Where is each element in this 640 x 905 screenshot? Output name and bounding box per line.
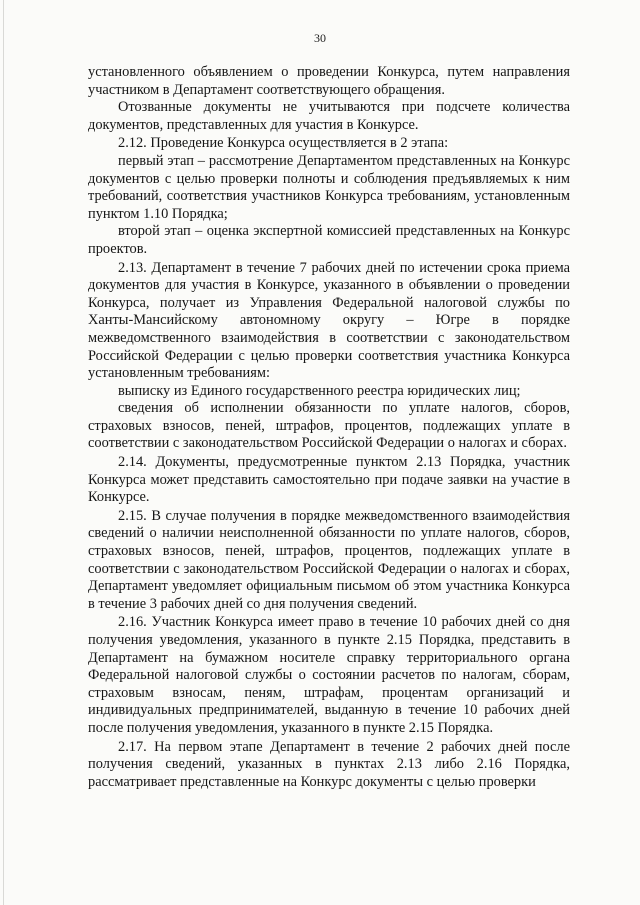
paragraph-first-stage: первый этап – рассмотрение Департаментом представленных на Конкурс документов с целью проверки полноты и соблюдения предъявляемых к ним требований, соответствия участников Конкурса требованиям, установленным пунктом 1.10 Порядка; — [88, 152, 570, 222]
paragraph-registry-extract: выписку из Единого государственного реестра юридических лиц; — [118, 382, 521, 399]
page-number: 30 — [314, 31, 326, 45]
paragraph-2-14: 2.14. Документы, предусмотренные пунктом 2.13 Порядка, участник Конкурса может представить самостоятельно при подаче заявки на участие в Конкурсе. — [88, 454, 570, 506]
paragraph-tax-information: сведения об исполнении обязанности по уплате налогов, сборов, страховых взносов, пеней, штрафов, процентов, подлежащих уплате в соответствии с законодательством Российской Федерации о налогах и сборах. — [88, 400, 570, 452]
document-body — [88, 64, 570, 791]
paragraph-2-17: 2.17. На первом этапе Департамент в течение 2 рабочих дней после получения сведений, указанных в пунктах 2.13 либо 2.16 Порядка, рассматривает представленные на Конкурс документы с целью проверки — [88, 738, 570, 790]
paragraph-continuation: установленного объявлением о проведении Конкурса, путем направления участником в Департамент соответствующего обращения. — [88, 64, 570, 98]
paragraph-withdrawn-documents: Отозванные документы не учитываются при подсчете количества документов, представленных для участия в Конкурсе. — [88, 99, 570, 133]
paragraph-second-stage: второй этап – оценка экспертной комиссией представленных на Конкурс проектов. — [88, 223, 570, 257]
paragraph-2-12: 2.12. Проведение Конкурса осуществляется в 2 этапа: — [118, 135, 449, 152]
paragraph-2-15: 2.15. В случае получения в порядке межведомственного взаимодействия сведений о наличии неисполненной обязанности по уплате налогов, сборов, страховых взносов, пеней, штрафов, процентов, подлежащих уплате в соответствии с законодательством Российской Федерации о налогах и сборах, Департамент уведомляет официальным письмом об этом участника Конкурса в течение 3 рабочих дней со дня получения сведений. — [88, 507, 570, 612]
paragraph-2-13: 2.13. Департамент в течение 7 рабочих дней по истечении срока приема документов для участия в Конкурсе, указанного в объявлении о проведении Конкурса, получает из Управления Федеральной налоговой службы по Ханты-Мансийскому автономному округу – Югре в порядке межведомственного взаимодействия в соответствии с законодательством Российской Федерации с целью проверки соответствия участника Конкурса установленным требованиям: — [88, 259, 570, 382]
paragraph-2-16: 2.16. Участник Конкурса имеет право в течение 10 рабочих дней со дня получения уведомления, указанного в пункте 2.15 Порядка, представить в Департамент на бумажном носителе справку территориального органа Федеральной налоговой службы о состоянии расчетов по налогам, сборам, страховым взносам, пеням, штрафам, процентам организаций и индивидуальных предпринимателей, выданную в течение 10 рабочих дней после получения уведомления, указанного в пункте 2.15 Порядка. — [88, 614, 570, 736]
scan-edge-line — [3, 0, 4, 905]
